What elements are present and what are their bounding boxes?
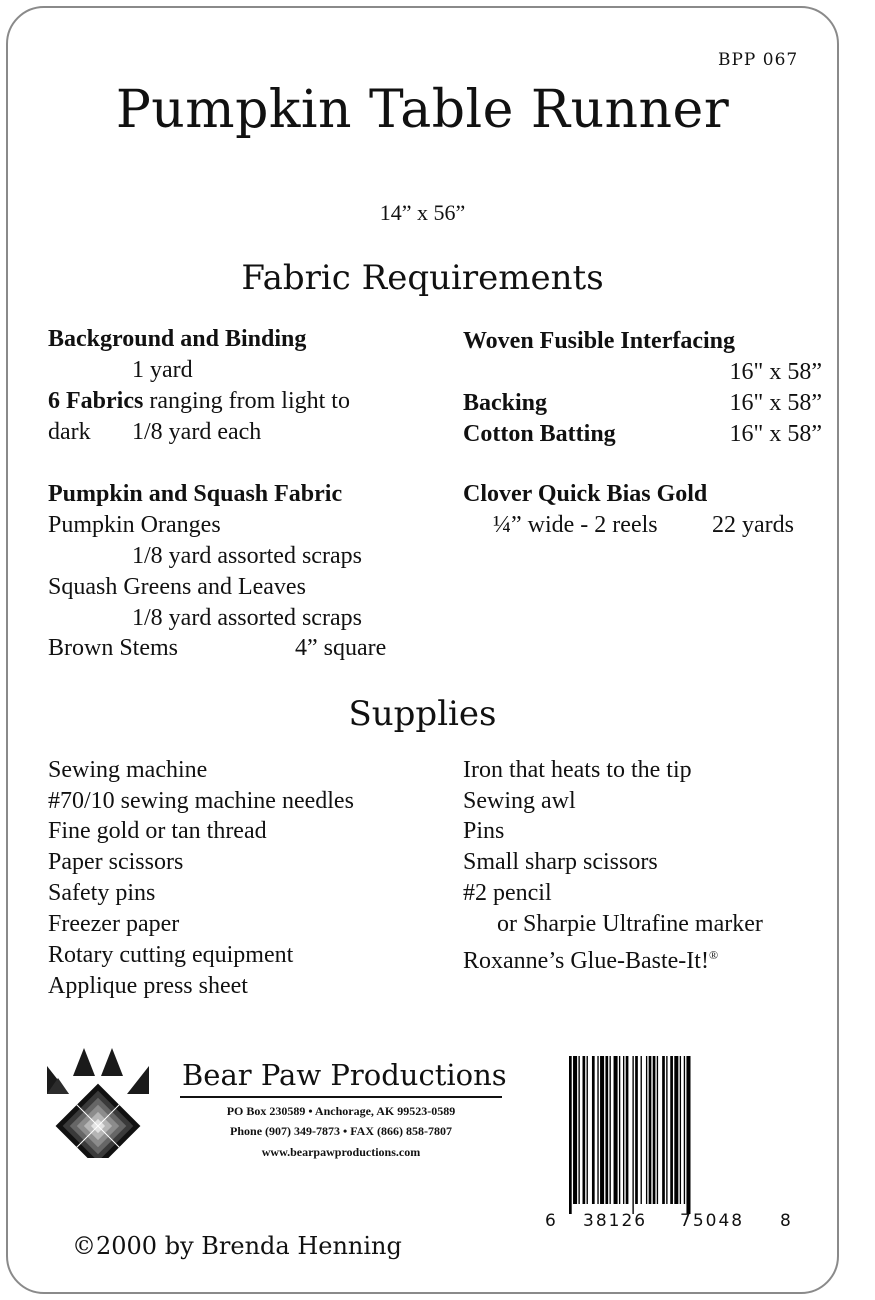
barcode-right-digits: 75048 xyxy=(680,1211,745,1231)
brown-stems: Brown Stems xyxy=(48,635,179,661)
barcode-bar xyxy=(569,1056,572,1214)
barcode-bar xyxy=(597,1056,598,1204)
greens-amount: 1/8 yard assorted scraps xyxy=(132,605,362,631)
barcode-last-digit: 8 xyxy=(780,1211,791,1231)
supply-item: Fine gold or tan thread xyxy=(48,818,267,844)
publisher-address: PO Box 230589 • Anchorage, AK 99523-0589 xyxy=(226,1104,456,1118)
barcode-bar xyxy=(635,1056,638,1204)
pumpkin-oranges: Pumpkin Oranges xyxy=(48,512,221,538)
supply-item: Paper scissors xyxy=(48,849,184,875)
bias-label: Clover Quick Bias Gold xyxy=(463,481,708,507)
barcode-bar xyxy=(632,1056,633,1214)
supply-item: #2 pencil xyxy=(463,880,552,906)
squash-greens: Squash Greens and Leaves xyxy=(48,574,306,600)
pumpkin-squash-label: Pumpkin and Squash Fabric xyxy=(48,481,343,507)
supplies-heading: Supplies xyxy=(348,694,497,734)
supply-item: Pins xyxy=(463,818,505,844)
page-title: Pumpkin Table Runner xyxy=(115,80,730,140)
barcode-bar xyxy=(592,1056,595,1204)
batting-size: 16" x 58” xyxy=(729,421,822,447)
supply-item: Safety pins xyxy=(48,880,156,906)
barcode-bar xyxy=(670,1056,673,1204)
barcode-first-digit: 6 xyxy=(545,1211,556,1231)
bear-paw-logo-icon xyxy=(47,1048,149,1158)
supply-item: Sewing machine xyxy=(48,757,208,783)
supply-item: Freezer paper xyxy=(48,911,180,937)
barcode-bar xyxy=(686,1056,690,1214)
barcode-bar xyxy=(662,1056,665,1204)
batting-label: Cotton Batting xyxy=(463,421,616,447)
barcode xyxy=(545,1056,791,1236)
supply-item: Iron that heats to the tip xyxy=(463,757,692,783)
publisher-website: www.bearpawproductions.com xyxy=(261,1145,421,1159)
barcode-bar xyxy=(641,1056,642,1204)
barcode-bar xyxy=(600,1056,604,1204)
supply-item: Small sharp scissors xyxy=(463,849,658,875)
supply-item: Sewing awl xyxy=(463,788,576,814)
barcode-bar xyxy=(623,1056,624,1204)
product-code: BPP 067 xyxy=(718,50,799,70)
registered-mark: ® xyxy=(708,948,719,962)
barcode-bar xyxy=(605,1056,608,1204)
barcode-bar xyxy=(680,1056,681,1204)
bias-detail: ¼” wide - 2 reels xyxy=(493,512,658,538)
fabric-requirements-heading: Fabric Requirements xyxy=(241,258,604,298)
dark-label: dark xyxy=(48,419,91,445)
barcode-bar xyxy=(646,1056,647,1204)
supply-item: Rotary cutting equipment xyxy=(48,942,294,968)
barcode-bar xyxy=(684,1056,685,1204)
supply-item: or Sharpie Ultrafine marker xyxy=(497,911,763,937)
publisher-phone: Phone (907) 349-7873 • FAX (866) 858-7807 xyxy=(230,1124,452,1138)
barcode-bar xyxy=(666,1056,667,1204)
barcode-bar xyxy=(657,1056,658,1204)
copyright: ©2000 by Brenda Henning xyxy=(72,1232,402,1260)
stems-amount: 4” square xyxy=(295,635,387,661)
supply-item: Roxanne’s Glue-Baste-It!® xyxy=(463,948,719,974)
oranges-amount: 1/8 yard assorted scraps xyxy=(132,543,362,569)
barcode-bar xyxy=(653,1056,656,1204)
barcode-bar xyxy=(614,1056,618,1204)
six-fabrics-line: 6 Fabrics ranging from light to xyxy=(48,388,350,414)
interfacing-size: 16" x 58” xyxy=(729,359,822,385)
barcode-bars xyxy=(565,1056,787,1214)
bias-amount: 22 yards xyxy=(712,512,794,538)
backing-size: 16" x 58” xyxy=(729,390,822,416)
backing-label: Backing xyxy=(463,390,548,416)
interfacing-label: Woven Fusible Interfacing xyxy=(463,328,736,354)
background-amount: 1 yard xyxy=(132,357,193,383)
barcode-bar xyxy=(587,1056,588,1204)
supply-item: #70/10 sewing machine needles xyxy=(48,788,354,814)
barcode-bar xyxy=(619,1056,620,1204)
supply-item: Applique press sheet xyxy=(48,973,248,999)
barcode-left-digits: 38126 xyxy=(583,1211,648,1231)
barcode-bar xyxy=(573,1056,577,1204)
barcode-bar xyxy=(674,1056,678,1204)
barcode-bar xyxy=(578,1056,579,1204)
barcode-bar xyxy=(626,1056,629,1204)
publisher-name: Bear Paw Productions xyxy=(182,1058,507,1092)
dark-amount: 1/8 yard each xyxy=(132,419,262,445)
finished-size: 14” x 56” xyxy=(379,200,466,225)
barcode-bar xyxy=(649,1056,652,1204)
background-binding-label: Background and Binding xyxy=(48,326,307,352)
barcode-bar xyxy=(610,1056,611,1204)
barcode-bar xyxy=(583,1056,586,1204)
publisher-rule xyxy=(180,1096,502,1098)
